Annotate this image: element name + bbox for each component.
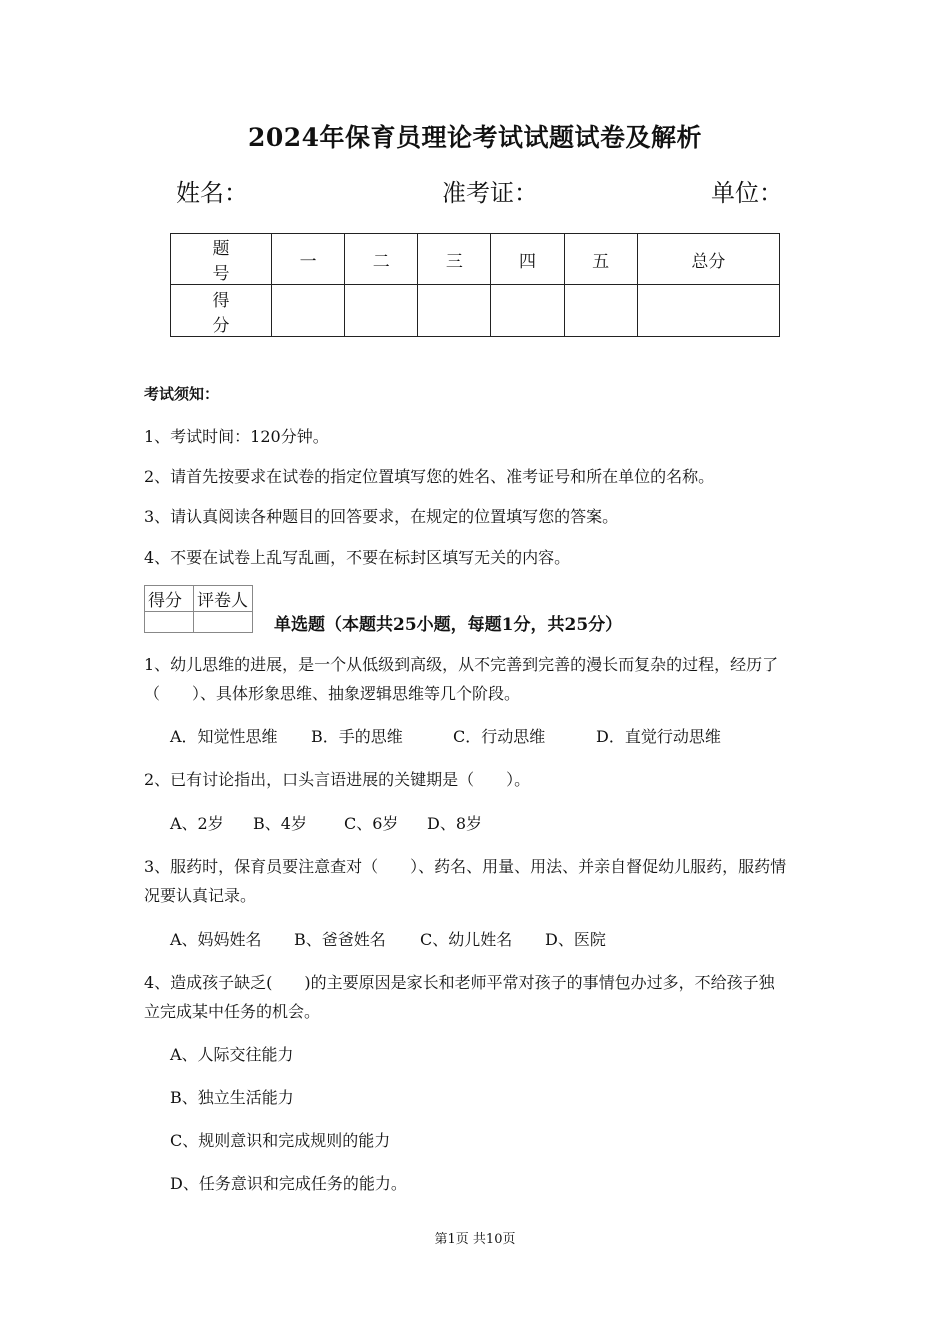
question-3-text-cont: 况要认真记录。: [144, 886, 257, 905]
option-b[interactable]: B、爸爸姓名: [294, 930, 386, 949]
option-c[interactable]: C、幼儿姓名: [420, 930, 513, 949]
score-cell-1[interactable]: [272, 285, 345, 337]
page-title: 2024年保育员理论考试试题试卷及解析: [247, 123, 703, 152]
score-table-header-row: [171, 234, 780, 285]
question-4-option-b[interactable]: B、独立生活能力: [170, 1088, 294, 1107]
grader-reviewer-cell[interactable]: [194, 612, 253, 633]
note-item: 3、请认真阅读各种题目的回答要求，在规定的位置填写您的答案。: [144, 507, 619, 526]
option-a[interactable]: A、妈妈姓名: [170, 930, 262, 949]
option-d[interactable]: D、8岁: [427, 814, 483, 833]
exam-id-field-label: 准考证：: [442, 179, 538, 207]
question-4-option-d[interactable]: D、任务意识和完成任务的能力。: [170, 1174, 407, 1193]
option-c[interactable]: C、6岁: [344, 814, 399, 833]
option-b[interactable]: B．手的思维: [311, 727, 403, 746]
score-header-5: 五: [564, 234, 637, 285]
note-item: 2、请首先按要求在试卷的指定位置填写您的姓名、准考证号和所在单位的名称。: [144, 467, 715, 486]
name-field-label: 姓名：: [176, 179, 248, 207]
option-c[interactable]: C．行动思维: [453, 727, 546, 746]
option-d[interactable]: D、医院: [545, 930, 606, 949]
question-4-text-cont: 立完成某中任务的机会。: [144, 1002, 321, 1021]
grader-reviewer-label: 评卷人: [194, 586, 253, 612]
notes-title: 考试须知：: [144, 385, 220, 403]
score-row-label: 得 分: [171, 285, 272, 337]
score-table: [170, 233, 780, 337]
question-4-option-a[interactable]: A、人际交往能力: [170, 1045, 294, 1064]
grader-box: [144, 585, 253, 633]
question-2-text: 2、已有讨论指出，口头言语进展的关键期是（ ）。: [144, 770, 531, 789]
page-footer: 第1页 共10页: [434, 1232, 516, 1247]
section-title: 单选题（本题共25小题，每题1分，共25分）: [274, 615, 623, 635]
question-3-text: 3、服药时，保育员要注意查对（ ）、药名、用量、用法、并亲自督促幼儿服药，服药情: [144, 857, 787, 876]
score-header-1: 一: [272, 234, 345, 285]
unit-field-label: 单位：: [711, 179, 783, 207]
score-header-2: 二: [345, 234, 418, 285]
score-header-4: 四: [491, 234, 564, 285]
score-header-total: 总分: [637, 234, 779, 285]
question-1-text: 1、幼儿思维的进展，是一个从低级到高级，从不完善到完善的漫长而复杂的过程，经历了: [144, 655, 779, 674]
score-cell-5[interactable]: [564, 285, 637, 337]
score-cell-3[interactable]: [418, 285, 491, 337]
score-table-score-row: [171, 285, 780, 337]
option-a[interactable]: A．知觉性思维: [170, 727, 278, 746]
option-d[interactable]: D．直觉行动思维: [596, 727, 721, 746]
grader-score-label: 得分: [145, 586, 194, 612]
candidate-fields: [0, 173, 950, 213]
note-item: 1、考试时间：120分钟。: [144, 427, 329, 446]
score-cell-2[interactable]: [345, 285, 418, 337]
question-1-text-cont: （ ）、具体形象思维、抽象逻辑思维等几个阶段。: [144, 684, 521, 703]
score-cell-4[interactable]: [491, 285, 564, 337]
score-header-label: 题 号: [171, 234, 272, 285]
question-4-option-c[interactable]: C、规则意识和完成规则的能力: [170, 1131, 391, 1150]
note-item: 4、不要在试卷上乱写乱画，不要在标封区填写无关的内容。: [144, 548, 571, 567]
option-b[interactable]: B、4岁: [253, 814, 307, 833]
score-header-3: 三: [418, 234, 491, 285]
question-4-text: 4、造成孩子缺乏( )的主要原因是家长和老师平常对孩子的事情包办过多，不给孩子独: [144, 973, 775, 992]
grader-score-cell[interactable]: [145, 612, 194, 633]
score-cell-total[interactable]: [637, 285, 779, 337]
option-a[interactable]: A、2岁: [170, 814, 224, 833]
